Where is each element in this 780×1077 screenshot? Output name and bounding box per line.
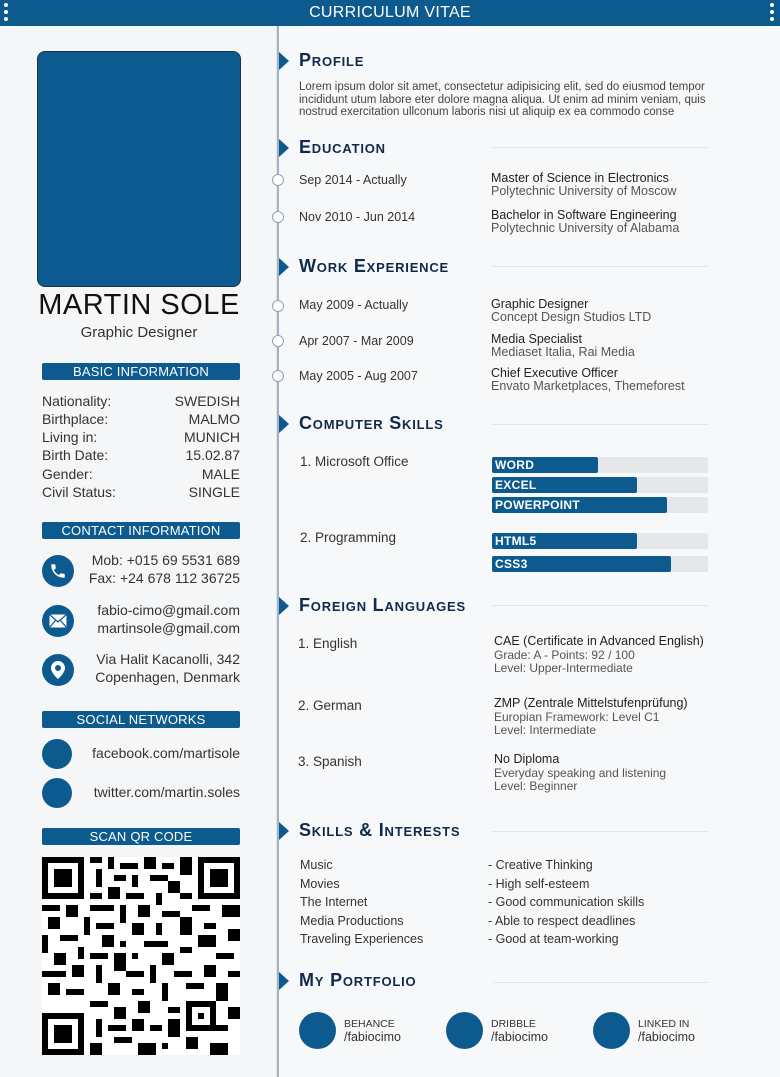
skill-bar-fill: HTML5 xyxy=(492,533,637,549)
timeline-dot xyxy=(272,335,284,347)
timeline-dot xyxy=(272,300,284,312)
work-date: May 2009 - Actually xyxy=(299,298,409,312)
person-role: Graphic Designer xyxy=(80,324,198,341)
map-pin-icon xyxy=(42,654,74,686)
menu-dots-icon-right xyxy=(770,3,774,21)
phone-fax: Fax: +24 678 112 36725 xyxy=(88,570,240,586)
job-title: Chief Executive Officer xyxy=(491,366,618,380)
soft-skill-item: - Good at team-working xyxy=(488,932,619,946)
language-detail xyxy=(494,635,704,676)
interest-item: Music xyxy=(300,858,333,872)
basic-info-heading: BASIC INFORMATION xyxy=(42,363,240,380)
address-street: Via Halit Kacanolli, 342 xyxy=(96,651,240,667)
soft-skill-item: - Creative Thinking xyxy=(488,858,593,872)
info-label: Birth Date: xyxy=(42,447,109,463)
contact-phone xyxy=(42,551,240,591)
institution: Polytechnic University of Moscow xyxy=(491,184,677,198)
skill-bar-excel xyxy=(492,477,708,493)
job-title: Media Specialist xyxy=(491,332,583,346)
info-label: Nationality: xyxy=(42,393,112,409)
section-title-education: Education xyxy=(299,137,386,157)
work-date: Apr 2007 - Mar 2009 xyxy=(299,334,414,348)
info-row-birth-date xyxy=(42,446,240,464)
section-rule xyxy=(492,424,708,425)
person-name: MARTIN SOLE xyxy=(38,289,240,321)
section-marker-profile xyxy=(279,52,289,70)
menu-dots-icon-left xyxy=(4,3,8,21)
timeline-dot xyxy=(272,211,284,223)
info-row-gender xyxy=(42,465,240,483)
email-primary[interactable]: fabio-cimo@gmail.com xyxy=(97,602,240,618)
section-title-computer-skills: Computer Skills xyxy=(299,413,444,433)
section-marker-computer-skills xyxy=(279,415,289,433)
soft-skill-item: - Good communication skills xyxy=(488,895,645,909)
skill-bar-powerpoint xyxy=(492,497,708,513)
info-value: 15.02.87 xyxy=(185,447,240,463)
phone-mobile: Mob: +015 69 5531 689 xyxy=(91,552,240,568)
section-marker-education xyxy=(279,139,289,157)
info-row-living-in xyxy=(42,428,240,446)
work-entry xyxy=(491,333,635,359)
section-title-profile: Profile xyxy=(299,50,365,70)
portfolio-label: DRIBBLE xyxy=(491,1018,536,1030)
interest-item: Traveling Experiences xyxy=(300,932,424,946)
dribbble-icon xyxy=(446,1012,483,1049)
skill-bar-fill: WORD xyxy=(492,457,598,473)
timeline-dot xyxy=(272,370,284,382)
skill-bar-css3 xyxy=(492,556,708,572)
section-rule xyxy=(492,147,708,148)
work-entry xyxy=(491,298,651,324)
social-facebook[interactable] xyxy=(42,739,240,769)
section-title-portfolio: My Portfolio xyxy=(299,970,417,990)
section-marker-languages xyxy=(279,597,289,615)
info-label: Civil Status: xyxy=(42,484,116,500)
degree-title: Bachelor in Software Engineering xyxy=(491,208,677,222)
phone-icon xyxy=(42,555,74,587)
section-rule xyxy=(492,266,708,267)
language-line2: Europian Framework: Level C1 xyxy=(494,709,660,724)
language-cert: ZMP (Zentrale Mittelstufenprüfung) xyxy=(494,696,688,710)
portfolio-handle[interactable]: /fabiocimo xyxy=(491,1030,548,1044)
soft-skill-item: - High self-esteem xyxy=(488,876,590,891)
contact-info-heading: CONTACT INFORMATION xyxy=(42,522,240,539)
job-title: Graphic Designer xyxy=(491,297,589,311)
skill-bar-html5 xyxy=(492,533,708,549)
education-entry xyxy=(491,172,676,198)
language-level: Level: Intermediate xyxy=(494,723,597,737)
contact-address xyxy=(42,650,240,690)
education-entry xyxy=(491,209,679,235)
info-row-civil-status xyxy=(42,483,240,501)
info-label: Gender: xyxy=(42,466,93,482)
work-date: May 2005 - Aug 2007 xyxy=(299,369,418,383)
company: Mediaset Italia, Rai Media xyxy=(491,345,635,359)
section-rule xyxy=(492,605,708,606)
section-marker-work xyxy=(279,258,289,276)
interest-item: Movies xyxy=(300,876,340,891)
institution: Polytechnic University of Alabama xyxy=(491,221,680,235)
timeline-dot xyxy=(272,174,284,186)
info-label: Living in: xyxy=(42,429,98,445)
info-value: SWEDISH xyxy=(174,393,240,409)
facebook-icon xyxy=(42,739,72,769)
contact-email xyxy=(42,601,240,641)
qr-code-heading: SCAN QR CODE xyxy=(42,828,240,845)
info-value: SINGLE xyxy=(188,484,240,500)
twitter-link[interactable]: twitter.com/martin.soles xyxy=(93,784,240,800)
portfolio-handle[interactable]: /fabiocimo xyxy=(638,1030,695,1044)
skill-bar-word xyxy=(492,457,708,473)
language-level: Level: Upper-Intermediate xyxy=(494,661,633,675)
portfolio-label: LINKED IN xyxy=(638,1018,690,1030)
social-twitter[interactable] xyxy=(42,778,240,808)
section-marker-skills-interests xyxy=(279,822,289,840)
behance-icon xyxy=(299,1012,336,1049)
social-networks-heading: SOCIAL NETWORKS xyxy=(42,711,240,728)
language-name: 1. English xyxy=(298,636,358,651)
info-value: MUNICH xyxy=(184,429,240,445)
skill-category: 2. Programming xyxy=(300,530,397,545)
language-detail xyxy=(494,697,688,738)
twitter-icon xyxy=(42,778,72,808)
skill-bar-fill: EXCEL xyxy=(492,477,637,493)
work-entry xyxy=(491,367,685,393)
section-rule xyxy=(494,982,708,983)
section-marker-portfolio xyxy=(279,972,289,990)
soft-skill-item: - Able to respect deadlines xyxy=(488,913,636,928)
info-value: MALMO xyxy=(188,411,240,427)
section-title-skills-interests: Skills & Interests xyxy=(299,820,461,840)
info-label: Birthplace: xyxy=(42,411,109,427)
portfolio-label: BEHANCE xyxy=(344,1018,395,1030)
address-city: Copenhagen, Denmark xyxy=(95,669,240,685)
linkedin-icon xyxy=(593,1012,630,1049)
section-title-work: Work Experience xyxy=(299,256,450,276)
education-date: Nov 2010 - Jun 2014 xyxy=(299,210,416,224)
language-name: 2. German xyxy=(298,698,362,713)
interest-item: Media Productions xyxy=(300,913,404,928)
language-level: Level: Beginner xyxy=(494,779,578,793)
info-value: MALE xyxy=(201,466,240,482)
language-line2: Grade: A - Points: 92 / 100 xyxy=(494,647,635,662)
info-row-nationality xyxy=(42,392,240,410)
section-title-languages: Foreign Languages xyxy=(299,595,466,615)
language-cert: No Diploma xyxy=(494,752,560,766)
facebook-link[interactable]: facebook.com/martisole xyxy=(92,745,240,761)
header-bar xyxy=(0,0,780,26)
section-rule xyxy=(492,831,708,832)
info-row-birthplace xyxy=(42,410,240,428)
soft-skills-list xyxy=(488,856,644,949)
skill-bar-fill: CSS3 xyxy=(492,556,671,572)
company: Envato Marketplaces, Themeforest xyxy=(491,379,685,393)
document-title: CURRICULUM VITAE xyxy=(309,4,471,21)
interest-item: The Internet xyxy=(300,895,368,909)
envelope-icon xyxy=(42,605,74,637)
profile-photo-placeholder xyxy=(37,51,241,287)
interests-list xyxy=(300,856,423,949)
language-name: 3. Spanish xyxy=(298,754,362,769)
language-cert: CAE (Certificate in Advanced English) xyxy=(494,634,704,648)
skill-category: 1. Microsoft Office xyxy=(300,454,409,469)
education-date: Sep 2014 - Actually xyxy=(299,173,407,187)
skill-bar-fill: POWERPOINT xyxy=(492,497,667,513)
company: Concept Design Studios LTD xyxy=(491,310,652,324)
profile-text: Lorem ipsum dolor sit amet, consectetur adipisicing elit, sed do eiusmod tempor incididunt utum labore eter dolore magna aliqua. Ut enim ad minim veniam, quis nostrud exercitation ullconum laboris nisi ut aliquip ex ea commodo conse xyxy=(299,81,706,118)
qr-code xyxy=(42,857,240,1055)
email-secondary[interactable]: martinsole@gmail.com xyxy=(97,620,240,636)
language-detail xyxy=(494,753,666,794)
language-line2: Everyday speaking and listening xyxy=(494,765,667,780)
portfolio-handle[interactable]: /fabiocimo xyxy=(344,1030,401,1044)
degree-title: Master of Science in Electronics xyxy=(491,171,669,185)
